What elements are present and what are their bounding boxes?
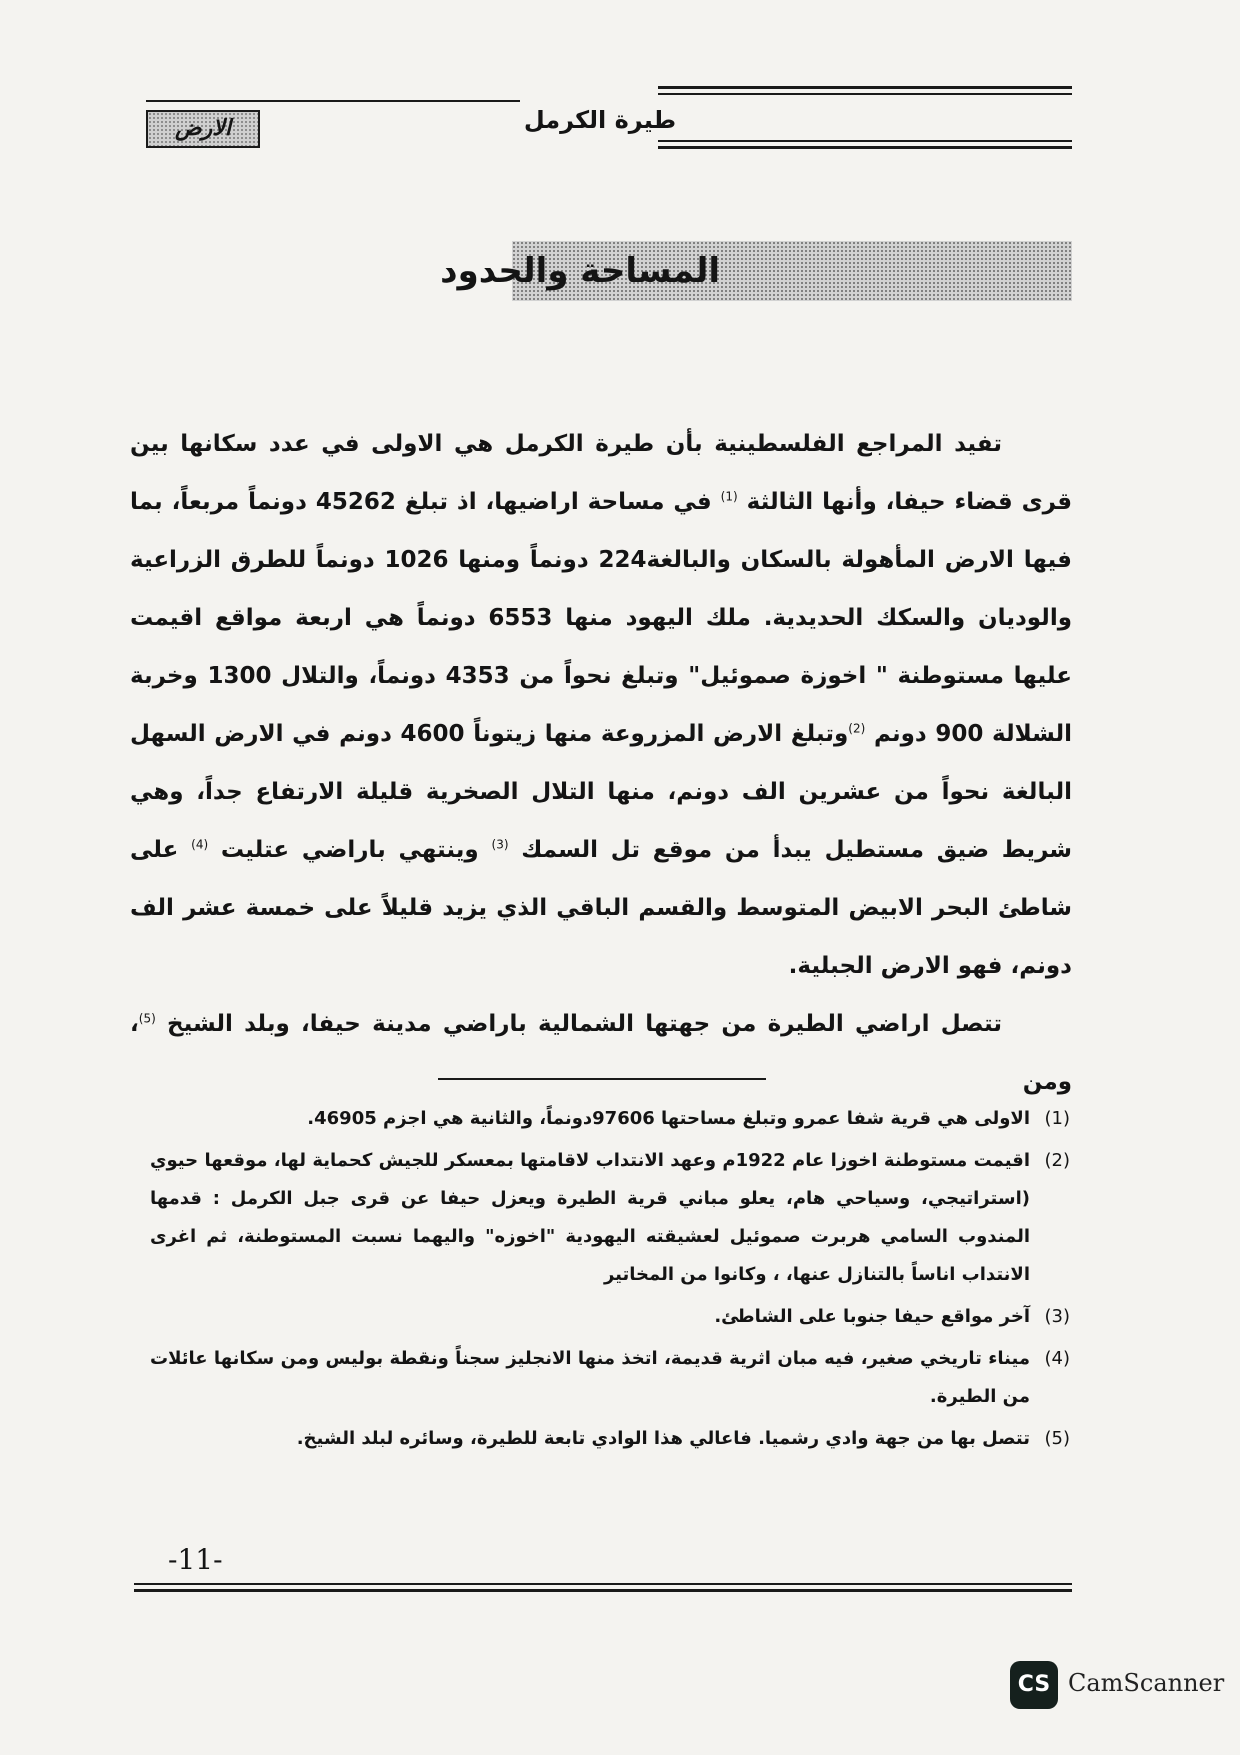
footnote-number: (2) [1044, 1150, 1070, 1171]
footnote-ref-2: (2) [848, 721, 866, 736]
footnote-text: الاولى هي قرية شفا عمرو وتبلغ مساحتها 97606دونماً، والثانية هي اجزم 46905. [307, 1108, 1030, 1129]
footnote-5 [150, 1420, 1070, 1458]
header-rule-left [146, 100, 520, 102]
paragraph-text: تفيد المراجع الفلسطينية بأن طيرة الكرمل هي الاولى في عدد سكانها بين قرى قضاء حيفا، وأنها الثالثة [130, 431, 1073, 515]
paragraph-text: تتصل اراضي الطيرة من جهتها الشمالية باراضي مدينة حيفا، وبلد الشيخ [167, 1011, 1002, 1037]
paragraph-text: على شاطئ البحر الابيض المتوسط والقسم الباقي الذي يزيد قليلاً على خمسة عشر الف دونم، فهو الارض الجبلية. [130, 837, 1072, 979]
footnote-1 [150, 1100, 1070, 1138]
header-rule-bottom-2 [658, 146, 1072, 149]
page-number: -11- [168, 1543, 223, 1576]
footer-rule-1 [134, 1583, 1072, 1585]
header-rule-top-2 [658, 93, 1072, 95]
footnote-2 [150, 1142, 1070, 1294]
paragraph-text: في مساحة اراضيها، اذ تبلغ 45262 دونماً مربعاً، بما فيها الارض المأهولة بالسكان والبالغة224 دونماً ومنها 1026 دونماً للطرق الزراعية والوديان والسكك الحديدية. ملك اليهود منها 6553 دونماً هي اربعة مواقع اقيمت عليها مستوطنة " اخوزة صموئيل" وتبلغ نحواً من 4353 دونماً، والتلال 1300 وخربة الشلالة 900 دونم [130, 489, 1072, 747]
paragraph-text: وينتهي باراضي عتليت [220, 837, 479, 863]
footnote-ref-4: (4) [191, 837, 209, 852]
footnote-number: (4) [1044, 1348, 1070, 1369]
footnote-ref-3: (3) [491, 837, 509, 852]
footnote-4 [150, 1340, 1070, 1416]
footnote-separator [438, 1078, 766, 1080]
footnote-number: (3) [1044, 1306, 1070, 1327]
section-title: المساحة والحدود [440, 251, 720, 291]
paragraph-1 [130, 415, 1072, 995]
paragraph-text: وتبلغ الارض المزروعة منها زيتوناً 4600 دونم في الارض السهل البالغة نحواً من عشرين الف دونم، منها التلال الصخرية قليلة الارتفاع جداً، وهي شريط ضيق مستطيل يبدأ من موقع تل السمك [130, 721, 1072, 863]
paragraph-text: ، ومن [130, 1011, 1072, 1095]
paragraph-2 [130, 995, 1072, 1111]
camscanner-label: CamScanner [1068, 1669, 1225, 1697]
footnote-3 [150, 1298, 1070, 1336]
book-title: طيرة الكرمل [520, 100, 680, 140]
camscanner-logo-icon: CS [1010, 1661, 1058, 1709]
footnote-ref-1: (1) [720, 489, 738, 504]
footnote-ref-5: (5) [138, 1011, 156, 1026]
header-rule-top [658, 86, 1072, 89]
footnote-text: ميناء تاريخي صغير، فيه مبان اثرية قديمة، اتخذ منها الانجليز سجناً ونقطة بوليس ومن سكانها عائلات من الطيرة. [150, 1348, 1030, 1407]
chapter-label: الارض [146, 110, 260, 148]
footnote-text: آخر مواقع حيفا جنوبا على الشاطئ. [714, 1306, 1030, 1327]
body-text [130, 415, 1072, 1111]
header-rule-bottom [658, 140, 1072, 142]
footnote-number: (1) [1044, 1108, 1070, 1129]
footnote-text: اقيمت مستوطنة اخوزا عام 1922م وعهد الانتداب لاقامتها بمعسكر للجيش كحماية لها، موقعها حيوي (استراتيجي، وسياحي هام، يعلو مباني قرية الطيرة ويعزل حيفا عن قرى جبل الكرمل : قدمها المندوب السامي هربرت صموئيل لعشيقته اليهودية "اخوزه" واليهما نسبت المستوطنة، ثم اغرى الانتداب اناساً بالتنازل عنها، ، وكانوا من المخاتير [150, 1150, 1030, 1285]
footnote-text: تتصل بها من جهة وادي رشميا. فاعالي هذا الوادي تابعة للطيرة، وسائره لبلد الشيخ. [296, 1428, 1030, 1449]
footer-rule-2 [134, 1589, 1072, 1592]
footnotes [150, 1100, 1070, 1462]
footnote-number: (5) [1044, 1428, 1070, 1449]
